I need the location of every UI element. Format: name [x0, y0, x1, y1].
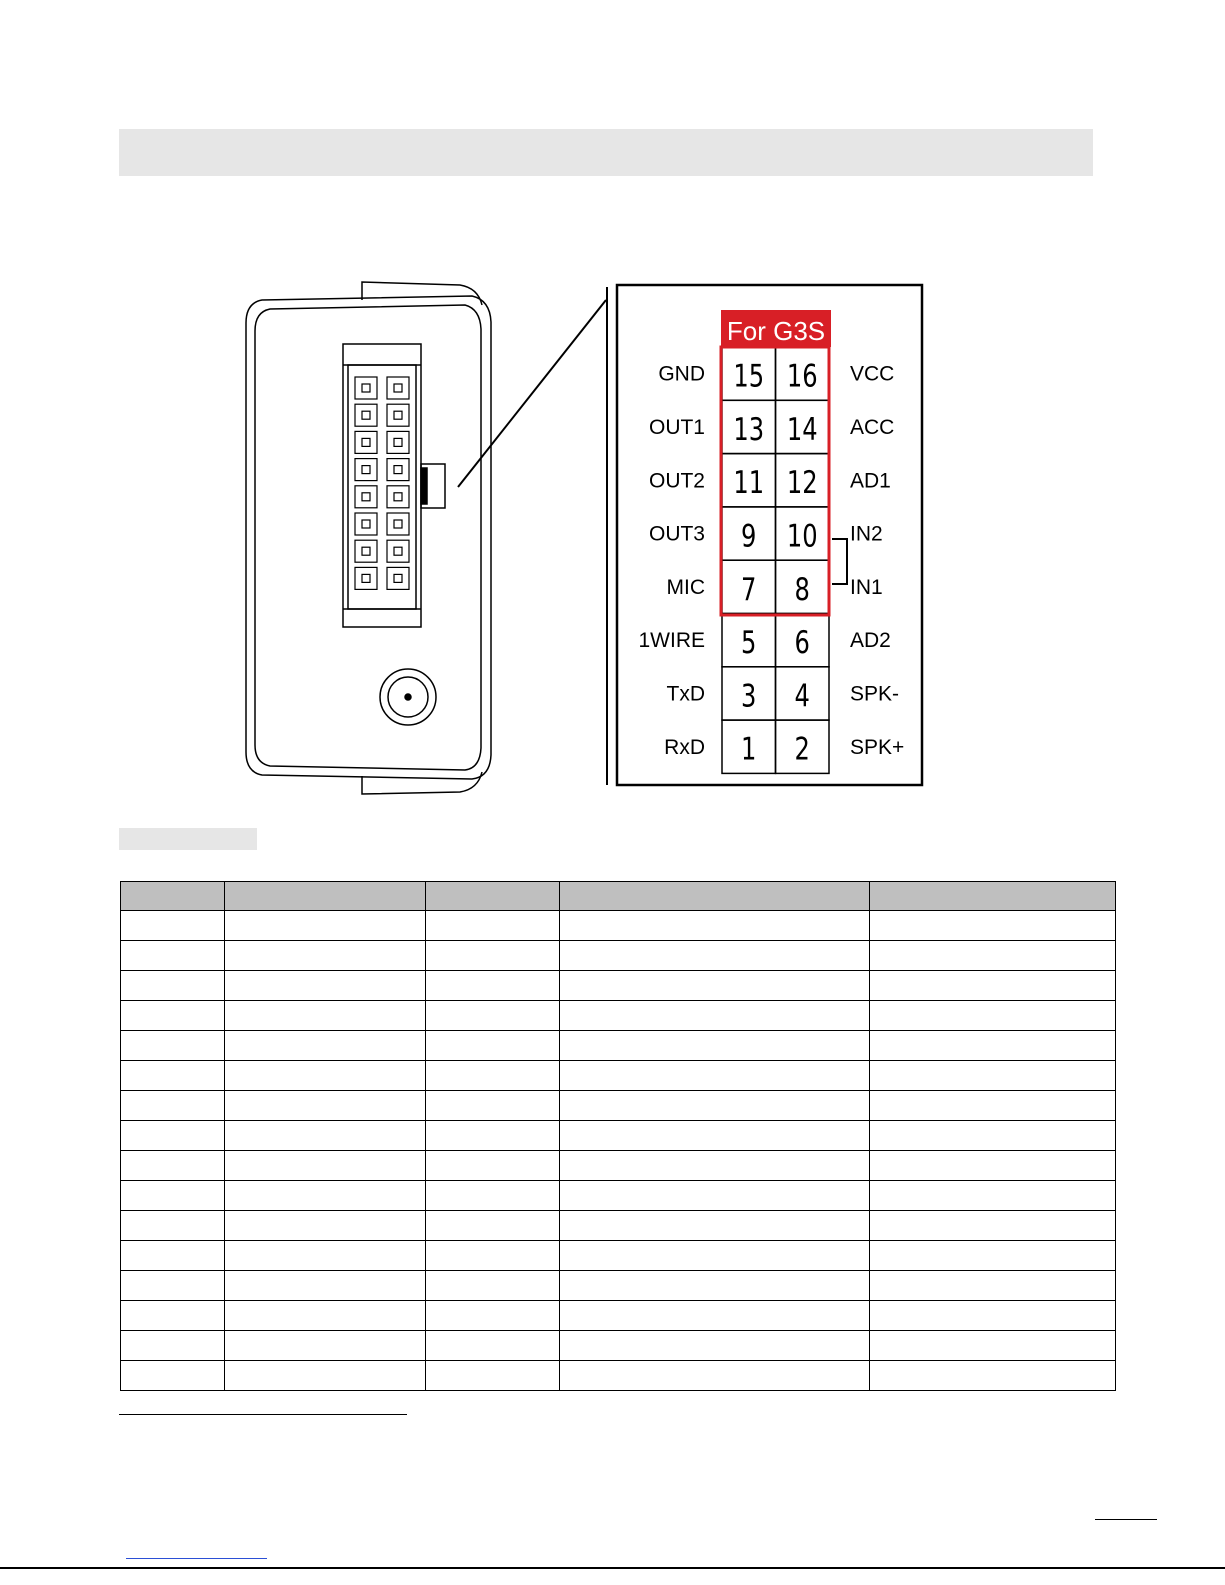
- table-cell: [870, 1211, 1116, 1241]
- table-cell: [121, 1121, 225, 1151]
- table-cell: [426, 971, 560, 1001]
- mini-pin-contact: [362, 466, 370, 474]
- table-body: [121, 911, 1116, 1391]
- mini-pin-contact: [394, 574, 402, 582]
- device-top-tab: [362, 282, 482, 305]
- table-cell: [560, 1001, 870, 1031]
- table-cell: [870, 1121, 1116, 1151]
- pin-number: 1: [741, 730, 757, 768]
- mini-pin: [355, 567, 377, 589]
- table-cell: [426, 1121, 560, 1151]
- pin-number: 16: [786, 357, 818, 395]
- table-cell: [560, 971, 870, 1001]
- table-header-cell: [870, 882, 1116, 911]
- mini-pin: [355, 377, 377, 399]
- table-header-cell: [426, 882, 560, 911]
- table-cell: [426, 1151, 560, 1181]
- table-cell: [225, 1241, 426, 1271]
- table-row: [121, 911, 1116, 941]
- table-row: [121, 1361, 1116, 1391]
- mini-pin: [387, 404, 409, 426]
- mini-pin-contact: [394, 411, 402, 419]
- mini-pin: [355, 459, 377, 481]
- pin-number: 8: [794, 570, 810, 608]
- table-cell: [225, 1061, 426, 1091]
- table-cell: [560, 1361, 870, 1391]
- table-cell: [121, 1271, 225, 1301]
- pin-number: 4: [794, 677, 810, 715]
- pin-signal-label: TxD: [666, 682, 705, 706]
- table-cell: [560, 1031, 870, 1061]
- pin-signal-label: SPK+: [850, 735, 905, 759]
- table-cell: [560, 1241, 870, 1271]
- table-cell: [560, 911, 870, 941]
- table-cell: [225, 971, 426, 1001]
- mini-pin-contact: [394, 466, 402, 474]
- table-cell: [560, 1181, 870, 1211]
- table-cell: [225, 1181, 426, 1211]
- table-row: [121, 971, 1116, 1001]
- table-cell: [870, 1031, 1116, 1061]
- pin-number: 6: [794, 624, 810, 661]
- pin-signal-label: GND: [658, 362, 705, 386]
- pin-number: 10: [786, 517, 818, 555]
- footer-link-underline: [126, 1558, 267, 1559]
- table-cell: [426, 1331, 560, 1361]
- device-inner-body: [255, 305, 481, 770]
- table-cell: [870, 1151, 1116, 1181]
- table-cell: [870, 1061, 1116, 1091]
- table-cell: [560, 1331, 870, 1361]
- table-cell: [426, 1001, 560, 1031]
- table-cell: [426, 1031, 560, 1061]
- mini-pin: [387, 431, 409, 453]
- table-cell: [426, 1211, 560, 1241]
- table-header-cell: [560, 882, 870, 911]
- table-cell: [121, 1361, 225, 1391]
- device-bottom-tab: [362, 772, 482, 794]
- table-header-row: [121, 882, 1116, 911]
- device-illustration: [246, 282, 606, 794]
- pin-number: 7: [741, 570, 757, 608]
- table-cell: [225, 941, 426, 971]
- table-cell: [560, 1301, 870, 1331]
- table-cell: [225, 1121, 426, 1151]
- pin-number: 3: [741, 677, 757, 715]
- table-cell: [870, 1181, 1116, 1211]
- pin-signal-label: RxD: [664, 735, 705, 759]
- mini-pin-grid: [355, 377, 409, 589]
- pin-number: 9: [741, 517, 757, 555]
- pin-signal-label: AD2: [850, 629, 891, 653]
- mini-pin-contact: [394, 384, 402, 392]
- footer-rule: [0, 1567, 1225, 1569]
- table-cell: [121, 1151, 225, 1181]
- table-cell: [121, 1331, 225, 1361]
- mini-pin: [355, 431, 377, 453]
- g3s-label: For G3S: [726, 316, 826, 346]
- table-cell: [426, 1271, 560, 1301]
- table-row: [121, 1121, 1116, 1151]
- footnote-rule: [119, 1414, 407, 1415]
- mini-pin-contact: [362, 438, 370, 446]
- pin-signal-label: 1WIRE: [638, 629, 705, 653]
- table-row: [121, 1331, 1116, 1361]
- table-cell: [121, 941, 225, 971]
- pin-grid: [638, 347, 904, 773]
- table-row: [121, 1271, 1116, 1301]
- pin-description-table: [120, 881, 1116, 1391]
- table-row: [121, 1031, 1116, 1061]
- table-cell: [870, 1241, 1116, 1271]
- mini-pin-contact: [394, 438, 402, 446]
- table-cell: [426, 1241, 560, 1271]
- table-cell: [560, 1211, 870, 1241]
- in1-in2-bridge: [832, 539, 847, 584]
- pin-signal-label: IN1: [850, 575, 883, 599]
- pin-signal-label: VCC: [850, 362, 895, 386]
- table-cell: [225, 1361, 426, 1391]
- table-cell: [121, 1181, 225, 1211]
- table-row: [121, 1181, 1116, 1211]
- table-cell: [121, 1091, 225, 1121]
- pin-signal-label: OUT3: [648, 522, 705, 546]
- connector-inner: [348, 365, 416, 609]
- table-cell: [870, 1301, 1116, 1331]
- pin-signal-label: OUT1: [648, 415, 705, 439]
- mini-pin-contact: [362, 493, 370, 501]
- table-row: [121, 1211, 1116, 1241]
- pin-signal-label: OUT2: [648, 469, 705, 493]
- table-cell: [426, 941, 560, 971]
- table-row: [121, 1241, 1116, 1271]
- table-cell: [225, 1031, 426, 1061]
- table-cell: [560, 1061, 870, 1091]
- mini-pin: [355, 486, 377, 508]
- table-cell: [225, 1001, 426, 1031]
- mini-pin: [355, 540, 377, 562]
- table-cell: [426, 1361, 560, 1391]
- table-cell: [121, 1031, 225, 1061]
- table-cell: [121, 1211, 225, 1241]
- mini-pin: [355, 513, 377, 535]
- pin-number: 12: [786, 464, 818, 502]
- table-cell: [426, 911, 560, 941]
- pin-signal-label: MIC: [666, 575, 705, 599]
- connector-latch-tab: [421, 468, 427, 504]
- table-cell: [225, 1211, 426, 1241]
- table-cell: [121, 1001, 225, 1031]
- mini-pin: [355, 404, 377, 426]
- pin-signal-label: ACC: [850, 415, 895, 439]
- table-header-cell: [121, 882, 225, 911]
- table-cell: [225, 1331, 426, 1361]
- antenna-jack-center: [405, 694, 411, 700]
- mini-pin-contact: [394, 493, 402, 501]
- mini-pin-contact: [362, 520, 370, 528]
- mini-pin-contact: [394, 520, 402, 528]
- table-cell: [870, 971, 1116, 1001]
- table-cell: [870, 1331, 1116, 1361]
- table-cell: [121, 1301, 225, 1331]
- table-cell: [121, 971, 225, 1001]
- pin-signal-label: SPK-: [850, 682, 900, 706]
- table-row: [121, 1091, 1116, 1121]
- table-cell: [225, 1091, 426, 1121]
- pin-number: 13: [733, 410, 765, 448]
- table-cell: [121, 1061, 225, 1091]
- mini-pin-contact: [394, 547, 402, 555]
- table-cell: [560, 941, 870, 971]
- table-cell: [870, 941, 1116, 971]
- table-cell: [426, 1091, 560, 1121]
- table-row: [121, 1301, 1116, 1331]
- table-cell: [225, 1151, 426, 1181]
- mini-pin: [387, 377, 409, 399]
- table-cell: [225, 1301, 426, 1331]
- table-cell: [560, 1091, 870, 1121]
- mini-pin-contact: [362, 574, 370, 582]
- table-cell: [426, 1061, 560, 1091]
- pin-number: 14: [786, 410, 818, 448]
- table-cell: [870, 1271, 1116, 1301]
- page-number-rule: [1095, 1519, 1157, 1520]
- table-cell: [870, 911, 1116, 941]
- mini-pin-contact: [362, 384, 370, 392]
- table-cell: [426, 1181, 560, 1211]
- table-cell: [560, 1151, 870, 1181]
- mini-pin: [387, 540, 409, 562]
- pin-number: 5: [741, 624, 757, 661]
- table-cell: [121, 1241, 225, 1271]
- table-cell: [560, 1121, 870, 1151]
- pin-number: 11: [733, 464, 765, 502]
- device-outer-body: [246, 296, 491, 779]
- table-row: [121, 1001, 1116, 1031]
- table-cell: [870, 1361, 1116, 1391]
- table-cell: [870, 1091, 1116, 1121]
- pin-signal-label: AD1: [850, 469, 891, 493]
- table-cell: [426, 1301, 560, 1331]
- table-row: [121, 941, 1116, 971]
- table-cell: [225, 911, 426, 941]
- figure-label-band: [119, 828, 257, 850]
- table-row: [121, 1061, 1116, 1091]
- table-cell: [560, 1271, 870, 1301]
- table-row: [121, 1151, 1116, 1181]
- table-cell: [870, 1001, 1116, 1031]
- mini-pin: [387, 459, 409, 481]
- mini-pin: [387, 567, 409, 589]
- mini-pin: [387, 513, 409, 535]
- mini-pin-contact: [362, 547, 370, 555]
- table-cell: [225, 1271, 426, 1301]
- mini-pin: [387, 486, 409, 508]
- table-header-cell: [225, 882, 426, 911]
- mini-pin-contact: [362, 411, 370, 419]
- pin-number: 15: [733, 357, 765, 395]
- pin-signal-label: IN2: [850, 522, 883, 546]
- table-cell: [121, 911, 225, 941]
- pin-number: 2: [794, 730, 810, 768]
